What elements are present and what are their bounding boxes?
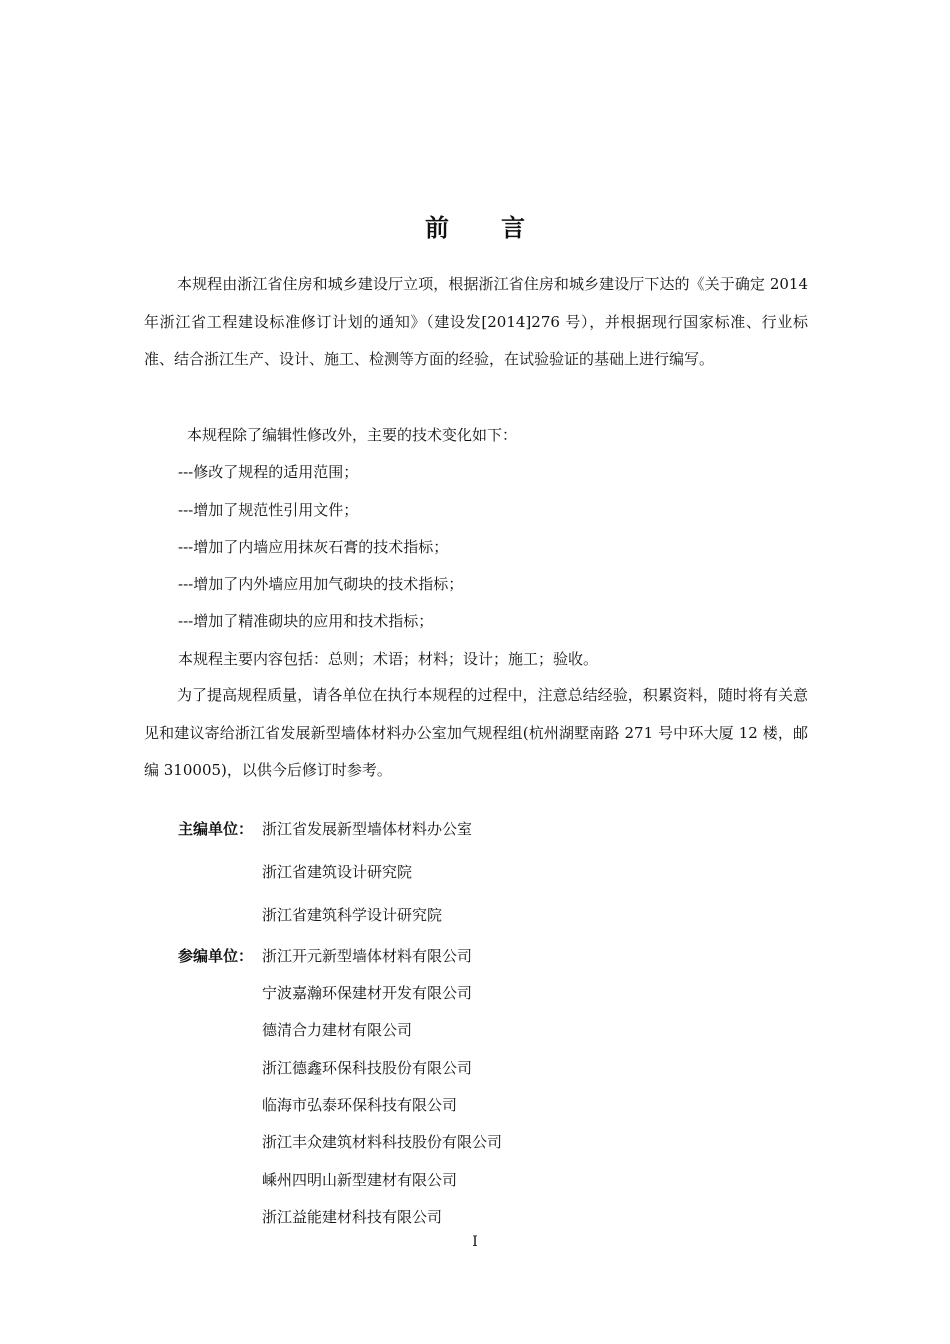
participant-7: 嵊州四明山新型建材有限公司 [262, 1171, 458, 1189]
title-char-1: 前 [425, 214, 449, 242]
page-title [0, 208, 950, 243]
contents-summary: 本规程主要内容包括：总则；术语；材料；设计；施工；验收。 [178, 650, 599, 668]
title-char-2: 言 [501, 214, 525, 242]
change-item-2: ---增加了规范性引用文件； [178, 501, 359, 519]
change-item-3: ---增加了内墙应用抹灰石膏的技术指标； [178, 538, 449, 556]
feedback-paragraph: 为了提高规程质量，请各单位在执行本规程的过程中，注意总结经验，积累资料，随时将有关意见和建议寄给浙江省发展新型墙体材料办公室加气规程组(杭州湖墅南路 271 号中环大厦 12 楼，邮编 310005)，以供今后修订时参考。 [144, 686, 808, 779]
chief-editor-3: 浙江省建筑科学设计研究院 [262, 906, 443, 924]
participant-label: 参编单位： [178, 947, 254, 965]
participant-5: 临海市弘泰环保科技有限公司 [262, 1096, 458, 1114]
change-item-5: ---增加了精准砌块的应用和技术指标； [178, 612, 434, 630]
changes-intro: 本规程除了编辑性修改外，主要的技术变化如下： [187, 426, 518, 444]
intro-paragraph: 本规程由浙江省住房和城乡建设厅立项，根据浙江省住房和城乡建设厅下达的《关于确定 2014 年浙江省工程建设标准修订计划的通知》（建设发[2014]276 号），并根据现行国家标准、行业标准、结合浙江生产、设计、施工、检测等方面的经验，在试验验证的基础上进行编写。 [144, 275, 808, 368]
change-item-1: ---修改了规程的适用范围； [178, 463, 359, 481]
chief-editor-1: 浙江省发展新型墙体材料办公室 [262, 820, 473, 838]
change-item-4: ---增加了内外墙应用加气砌块的技术指标； [178, 575, 464, 593]
participant-6: 浙江丰众建筑材料科技股份有限公司 [262, 1133, 503, 1151]
participant-1: 浙江开元新型墙体材料有限公司 [262, 947, 473, 965]
participant-8: 浙江益能建材科技有限公司 [262, 1208, 443, 1226]
participant-2: 宁波嘉瀚环保建材开发有限公司 [262, 984, 473, 1002]
participant-4: 浙江德鑫环保科技股份有限公司 [262, 1059, 473, 1077]
page-number: I [472, 1234, 478, 1250]
participant-3: 德清合力建材有限公司 [262, 1021, 413, 1039]
chief-editor-2: 浙江省建筑设计研究院 [262, 863, 413, 881]
chief-editor-label: 主编单位： [178, 820, 254, 838]
